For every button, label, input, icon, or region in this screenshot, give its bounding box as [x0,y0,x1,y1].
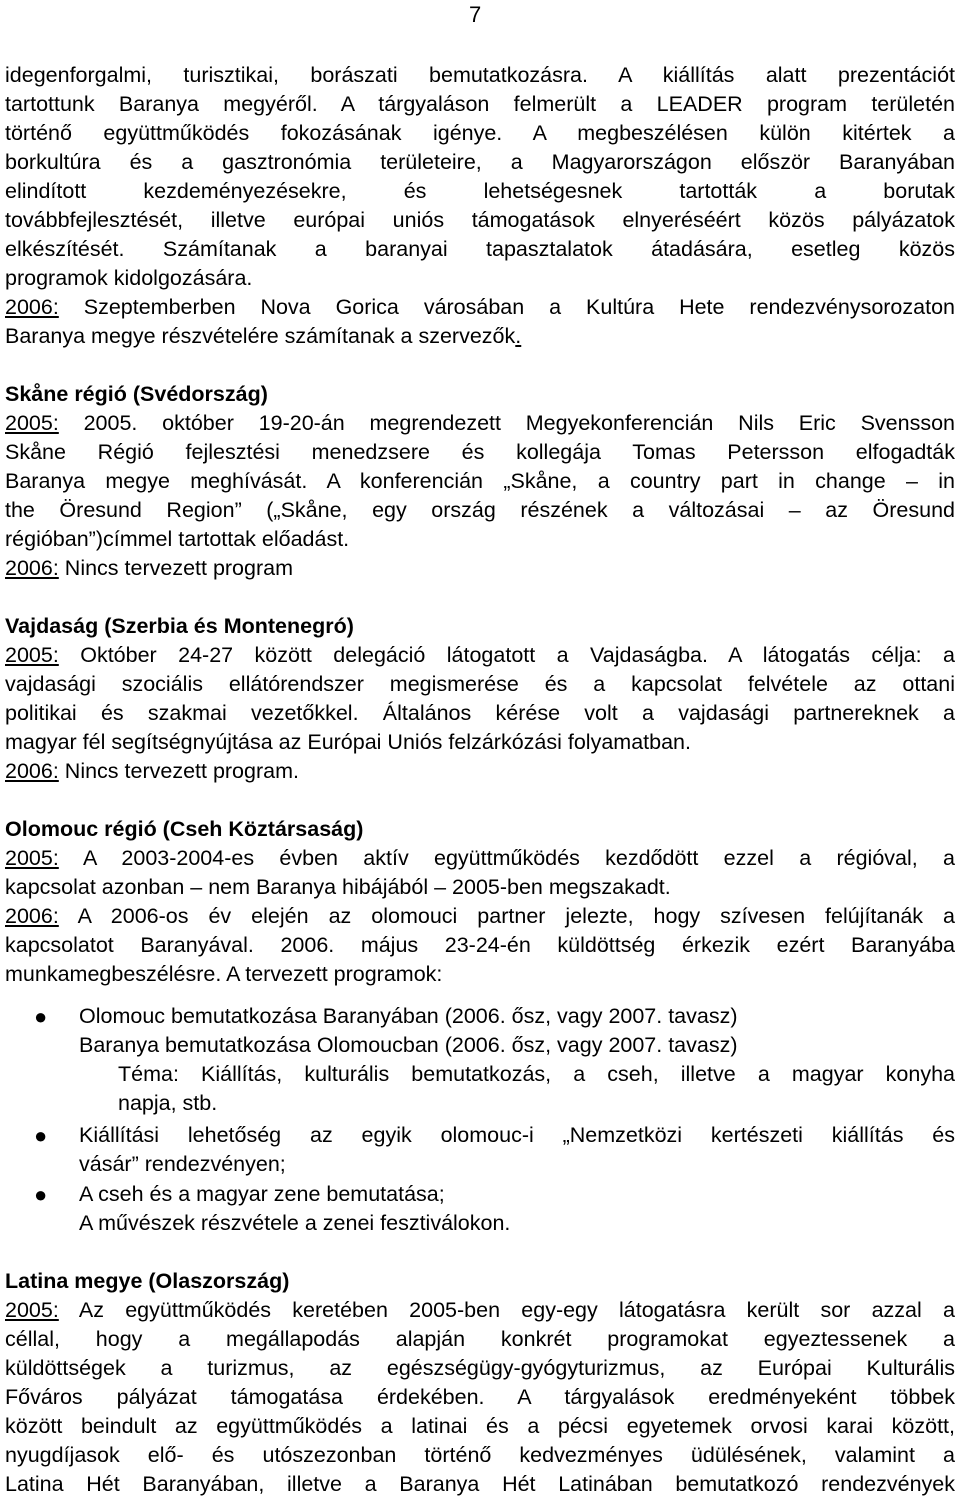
bullet-icon: ● [34,1004,48,1029]
text-line: the Öresund Region” („Skåne, egy ország részének a változásai – az Öresund [5,498,955,522]
year-label: 2005: [5,1298,59,1322]
text-span: A 2003-2004-es évben aktív együttműködés kezdődött ezzel a régióval, a [58,846,955,870]
text-line: Latina Hét Baranyában, illetve a Baranya Hét Latinában bemutatkozó rendezvények [5,1472,955,1496]
text-span: A 2006-os év elején az olomouci partner jelezte, hogy szívesen felújítanák a [58,904,955,928]
text-line [5,554,955,583]
list-item: Kiállítási lehetőség az egyik olomouc-i „Nemzetközi kertészeti kiállítás és [79,1123,955,1147]
page-number: 7 [469,2,482,27]
text-line [5,757,955,786]
text-line: programok kidolgozására. [5,266,253,290]
text-span: . [515,324,522,348]
text-line: munkamegbeszélésre. A tervezett programok: [5,962,443,986]
text-line: továbbfejlesztését, illetve európai uniós támogatások elnyeréséért közös pályázatok [5,208,955,232]
text-line: küldöttségek a turizmus, az egészségügy-gyógyturizmus, az Európai Kulturális [5,1356,955,1380]
list-item: napja, stb. [118,1091,218,1115]
text-line [5,902,955,931]
text-line [5,844,955,873]
year-label: 2005: [5,411,59,435]
section-heading-latina: Latina megye (Olaszország) [5,1269,290,1293]
text-line: kapcsolat azonban – nem Baranya hibájából – 2005-ben megszakadt. [5,875,671,899]
text-line: kapcsolatot Baranyával. 2006. május 23-24-én küldöttség érkezik ezért Baranyába [5,933,955,957]
text-span: Nincs tervezett program [58,556,294,580]
list-item: Baranya bemutatkozása Olomoucban (2006. ősz, vagy 2007. tavasz) [79,1033,738,1057]
bullet-icon: ● [34,1123,48,1148]
section-heading-olomouc: Olomouc régió (Cseh Köztársaság) [5,817,364,841]
text-line: Baranya megye meghívását. A konferencián „Skåne, a country part in change – in [5,469,955,493]
list-item: Téma: Kiállítás, kulturális bemutatkozás, a cseh, illetve a magyar konyha [118,1062,955,1086]
text-line: Skåne Régió fejlesztési menedzsere és kollegája Tomas Petersson elfogadták [5,440,955,464]
text-span: Október 24-27 között delegáció látogatott a Vajdaságba. A látogatás célja: a [58,643,955,667]
year-label: 2006: [5,759,59,783]
text-span: Szeptemberben Nova Gorica városában a Kultúra Hete rendezvénysorozaton [58,295,955,319]
text-line: tartottunk Baranya megyéről. A tárgyaláson felmerült a LEADER program területén [5,92,955,116]
text-line: nyugdíjasok elő- és utószezonban történő kedvezményes üdülésének, valamint a [5,1443,955,1467]
text-line: Főváros pályázat támogatása érdekében. A tárgyalások eredményeként többek [5,1385,955,1409]
text-line [5,1296,955,1325]
text-line: történő együttműködés fokozásának igénye. A megbeszélésen külön kitértek a [5,121,955,145]
text-line [5,641,955,670]
year-label: 2006: [5,556,59,580]
text-line: vajdasági szociális ellátórendszer megismerése és a kapcsolat felvétele az ottani [5,672,955,696]
list-item: A művészek részvétele a zenei fesztiválokon. [79,1211,511,1235]
text-line: magyar fél segítségnyújtása az Európai Uniós felzárkózási folyamatban. [5,730,691,754]
year-label: 2006: [5,904,59,928]
text-line: céllal, hogy a megállapodás alapján konkrét programokat egyeztessenek a [5,1327,955,1351]
text-line: borkultúra és a gasztronómia területeire, a Magyarországon először Baranyában [5,150,955,174]
text-line: elindított kezdeményezésekre, és lehetségesnek tartották a borutak [5,179,955,203]
text-line [5,293,955,322]
text-line: elkészítését. Számítanak a baranyai tapasztalatok átadására, esetleg közös [5,237,955,261]
text-line: között beindult az együttműködés a latinai és a pécsi egyetemek orvosi karai között, [5,1414,955,1438]
text-line [5,409,955,438]
text-span: 2005. október 19-20-án megrendezett Megyekonferencián Nils Eric Svensson [58,411,955,435]
bullet-icon: ● [34,1182,48,1207]
list-item: Olomouc bemutatkozása Baranyában (2006. ősz, vagy 2007. tavasz) [79,1004,738,1028]
section-heading-vajdasag: Vajdaság (Szerbia és Montenegró) [5,614,354,638]
text-span: Az együttműködés keretében 2005-ben egy-egy látogatásra került sor azzal a [58,1298,955,1322]
list-item: A cseh és a magyar zene bemutatása; [79,1182,445,1206]
text-line: régióban”)címmel tartottak előadást. [5,527,350,551]
section-heading-skane: Skåne régió (Svédország) [5,382,268,406]
list-item: vásár” rendezvényen; [79,1152,286,1176]
text-span: Nincs tervezett program. [58,759,299,783]
year-label: 2006: [5,295,59,319]
text-line: politikai és szakmai vezetőkkel. Általános kérése volt a vajdasági partnereknek a [5,701,955,725]
text-line: idegenforgalmi, turisztikai, borászati bemutatkozásra. A kiállítás alatt prezentációt [5,63,955,87]
year-label: 2005: [5,846,59,870]
year-label: 2005: [5,643,59,667]
text-span: Baranya megye részvételére számítanak a szervezők [5,324,516,348]
text-line [5,322,955,351]
